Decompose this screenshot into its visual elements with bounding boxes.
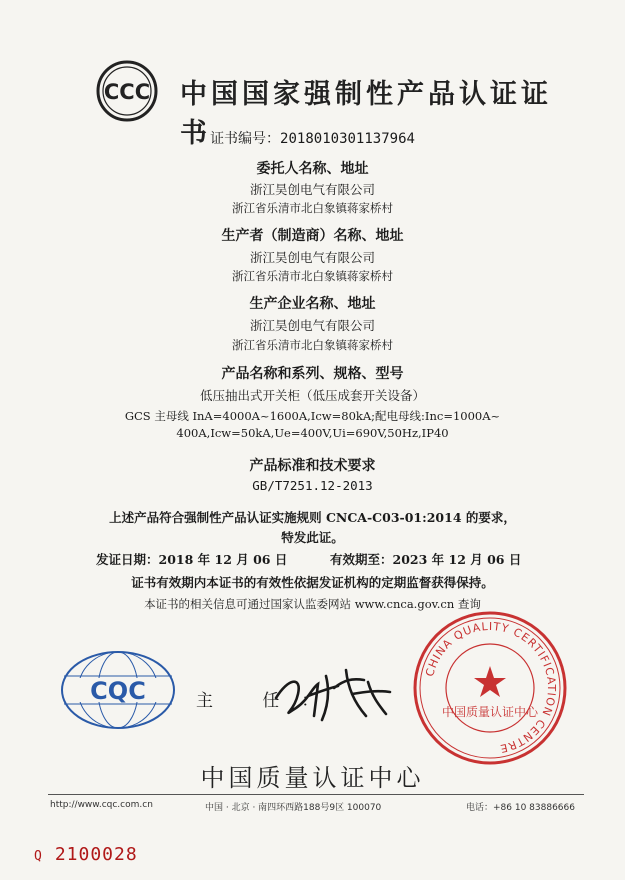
seal-outer-text: CHINA QUALITY CERTIFICATION CENTRE bbox=[423, 619, 559, 756]
standard-value: GB/T7251.12-2013 bbox=[252, 478, 373, 493]
product-name: 低压抽出式开关柜（低压成套开关设备） bbox=[199, 388, 425, 403]
issue-date: 发证日期：2018 年 12 月 06 日 bbox=[96, 552, 288, 567]
footer-website[interactable]: http://www.cqc.com.cn bbox=[50, 800, 153, 810]
product-spec-line-2: 400A,Icw=50kA,Ue=400V,Ui=690V,50Hz,IP40 bbox=[176, 426, 449, 440]
organization-name: 中国质量认证中心 bbox=[200, 764, 425, 792]
chief-label: 主 任： bbox=[196, 691, 341, 711]
director-signature bbox=[268, 658, 398, 728]
serial-digits: 2100028 bbox=[54, 844, 138, 865]
cqc-logo-icon bbox=[58, 648, 178, 732]
applicant-address: 浙江省乐清市北白象镇蒋家桥村 bbox=[232, 201, 393, 215]
certificate-title: 中国国家强制性产品认证证书 bbox=[180, 79, 552, 149]
statement-line-2: 特发此证。 bbox=[281, 530, 344, 545]
certificate-number: 证书编号：2018010301137964 bbox=[210, 131, 415, 147]
expiry-date: 有效期至：2023 年 12 月 06 日 bbox=[330, 552, 522, 567]
factory-name: 浙江昊创电气有限公司 bbox=[249, 318, 375, 333]
manufacturer-name: 浙江昊创电气有限公司 bbox=[249, 250, 375, 265]
applicant-name: 浙江昊创电气有限公司 bbox=[249, 182, 375, 197]
statement-line-1: 上述产品符合强制性产品认证实施规则 CNCA-C03-01:2014 的要求， bbox=[109, 510, 516, 525]
manufacturer-heading: 生产者（制造商）名称、地址 bbox=[221, 228, 404, 244]
factory-address: 浙江省乐清市北白象镇蒋家桥村 bbox=[232, 338, 393, 352]
cqc-logo-text: CQC bbox=[90, 677, 146, 705]
footer-phone: 电话：+86 10 83886666 bbox=[466, 803, 575, 813]
serial-number bbox=[34, 844, 138, 865]
seal-inner-text: 中国质量认证中心 bbox=[441, 705, 539, 719]
footer-address: 中国 · 北京 · 南四环西路188号9区 100070 bbox=[205, 803, 382, 813]
footer-divider bbox=[48, 794, 584, 795]
factory-heading: 生产企业名称、地址 bbox=[249, 296, 376, 312]
ccc-logo-icon bbox=[96, 60, 158, 122]
query-note: 本证书的相关信息可通过国家认监委网站 www.cnca.gov.cn 查询 bbox=[144, 597, 481, 611]
manufacturer-address: 浙江省乐清市北白象镇蒋家桥村 bbox=[232, 269, 393, 283]
product-heading: 产品名称和系列、规格、型号 bbox=[221, 366, 404, 382]
product-spec-line-1: GCS 主母线 InA=4000A~1600A,Icw=80kA;配电母线:Inc=1000A~ bbox=[124, 409, 501, 423]
applicant-heading: 委托人名称、地址 bbox=[256, 161, 369, 177]
ccc-logo-text: CCC bbox=[103, 80, 151, 104]
official-seal bbox=[410, 608, 570, 768]
standard-heading: 产品标准和技术要求 bbox=[249, 458, 376, 474]
validity-note: 证书有效期内本证书的有效性依据发证机构的定期监督获得保持。 bbox=[131, 575, 494, 590]
serial-prefix: Q bbox=[34, 849, 43, 864]
